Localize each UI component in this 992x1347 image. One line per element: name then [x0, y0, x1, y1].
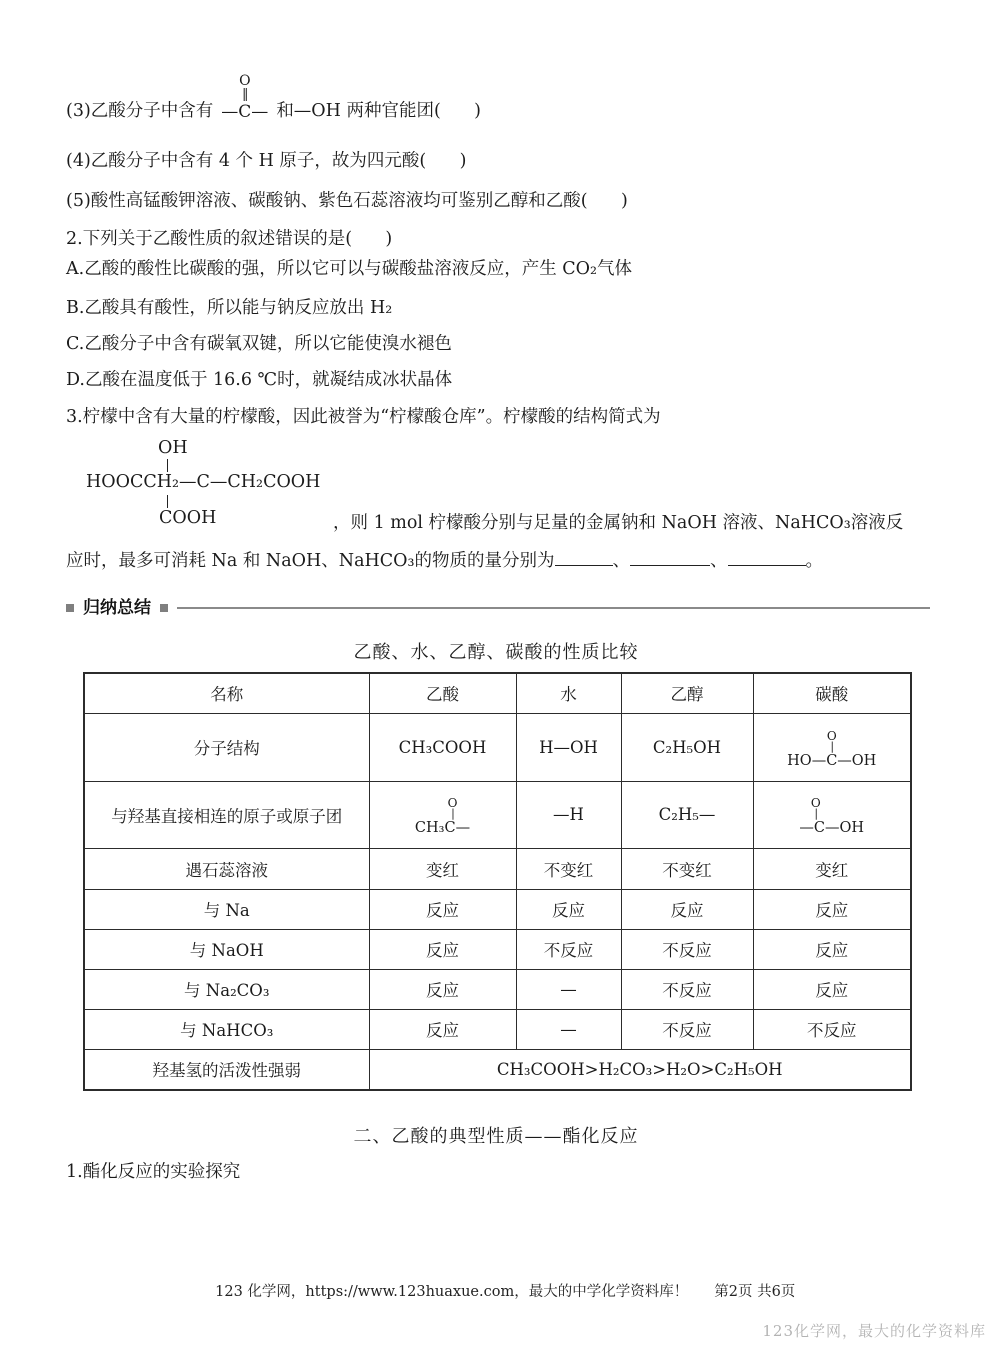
oxygen-atom-label: O — [239, 73, 251, 89]
structure-main: —C—OH — [799, 820, 865, 836]
comparison-table — [83, 672, 912, 1091]
answer-blank-3 — [728, 551, 806, 566]
option-b: B.乙酸具有酸性，所以能与钠反应放出 H₂ — [66, 298, 393, 318]
section-marker-square — [66, 604, 74, 612]
footer-url-link[interactable]: https://www.123huaxue.com — [305, 1284, 515, 1300]
option-a: A.乙酸的酸性比碳酸的强，所以它可以与碳酸盐溶液反应，产生 CO₂气体 — [66, 259, 633, 279]
table-cell: 不反应 — [621, 969, 753, 1009]
option-c: C.乙酸分子中含有碳氧双键，所以它能使溴水褪色 — [66, 334, 452, 354]
row-label: 与羟基直接相连的原子或原子团 — [84, 781, 369, 848]
table-cell: 反应 — [369, 929, 516, 969]
bond-symbol: | — [830, 739, 834, 753]
oxygen-atom-label: O — [447, 796, 458, 810]
bond-symbol: | — [451, 807, 454, 820]
question-4-line: (4)乙酸分子中含有 4 个 H 原子，故为四元酸( ) — [66, 151, 467, 171]
header-carbonic: 碳酸 — [753, 673, 911, 713]
bond-symbol: | — [814, 807, 818, 820]
table-cell: 反应 — [369, 889, 516, 929]
table-cell: C₂H₅OH — [621, 713, 753, 781]
table-cell — [369, 781, 516, 848]
section-marker-square — [160, 604, 168, 612]
table-cell: 变红 — [753, 848, 911, 889]
table-cell: —H — [516, 781, 621, 848]
table-cell: 反应 — [621, 889, 753, 929]
table-cell — [753, 781, 911, 848]
row-label: 羟基氢的活泼性强弱 — [84, 1049, 369, 1090]
carboxyl-fragment-structure — [799, 797, 864, 837]
table-cell: 反应 — [753, 889, 911, 929]
row-label: 遇石蕊溶液 — [84, 848, 369, 889]
row-label: 分子结构 — [84, 713, 369, 781]
summary-section-header — [66, 598, 930, 618]
table-row-molecular — [84, 713, 911, 781]
section-2-title: 二、乙酸的典型性质——酯化反应 — [353, 1126, 639, 1147]
table-cell: 反应 — [369, 969, 516, 1009]
table-cell: 不变红 — [621, 848, 753, 889]
option-d: D.乙酸在温度低于 16.6 ℃时，就凝结成冰状晶体 — [66, 370, 453, 390]
question-3-line — [66, 74, 481, 123]
single-bond-line — [167, 495, 168, 508]
section-2-sub1: 1.酯化反应的实验探究 — [66, 1162, 241, 1182]
table-row-nahco3 — [84, 1009, 911, 1049]
table-title: 乙酸、水、乙醇、碳酸的性质比较 — [353, 642, 639, 663]
structure-main: CH₃C— — [414, 820, 471, 836]
carbon-bond-line: —C— — [221, 102, 269, 122]
question-3-prefix: (3)乙酸分子中含有 — [66, 101, 214, 121]
table-row-na — [84, 889, 911, 929]
table-row-na2co3 — [84, 969, 911, 1009]
table-cell: — — [516, 969, 621, 1009]
table-cell: H—OH — [516, 713, 621, 781]
header-acetic: 乙酸 — [369, 673, 516, 713]
hydroxyl-label: OH — [158, 438, 188, 458]
question-3-blanks-line — [66, 549, 823, 573]
table-cell: 反应 — [516, 889, 621, 929]
row-label: 与 NaHCO₃ — [84, 1009, 369, 1049]
separator: 、 — [612, 551, 631, 571]
table-cell: 不反应 — [621, 1009, 753, 1049]
header-name: 名称 — [84, 673, 369, 713]
table-cell: — — [516, 1009, 621, 1049]
table-cell: C₂H₅— — [621, 781, 753, 848]
table-cell: 不变红 — [516, 848, 621, 889]
row-label: 与 Na — [84, 889, 369, 929]
table-cell: 不反应 — [621, 929, 753, 969]
structure-main: HO—C—OH — [787, 752, 877, 769]
question-3-citric-stem: 3.柠檬中含有大量的柠檬酸，因此被誉为“柠檬酸仓库”。柠檬酸的结构简式为 — [66, 407, 661, 427]
header-ethanol: 乙醇 — [621, 673, 753, 713]
page-number: 第2页 共6页 — [714, 1284, 796, 1300]
footer-tagline: ，最大的中学化学资料库！ — [514, 1284, 689, 1300]
header-water: 水 — [516, 673, 621, 713]
acetyl-group-structure — [415, 797, 470, 837]
answer-blank-2 — [630, 551, 710, 566]
question-3-suffix: 和—OH 两种官能团( ) — [276, 101, 482, 121]
double-bond-symbol: ‖ — [242, 87, 248, 102]
row-label: 与 Na₂CO₃ — [84, 969, 369, 1009]
table-cell — [753, 713, 911, 781]
table-row-litmus — [84, 848, 911, 889]
table-cell: 反应 — [369, 1009, 516, 1049]
table-row-hydroxyl-attached — [84, 781, 911, 848]
table-row-activity — [84, 1049, 911, 1090]
table-cell: 变红 — [369, 848, 516, 889]
separator: 、 — [710, 551, 728, 571]
summary-section-title: 归纳总结 — [83, 598, 151, 618]
question-2-stem: 2.下列关于乙酸性质的叙述错误的是( ) — [66, 229, 393, 249]
carbonyl-group-structure — [221, 74, 268, 123]
section-rule-line — [177, 607, 930, 609]
table-header-row — [84, 673, 911, 713]
question-5-line: (5)酸性高锰酸钾溶液、碳酸钠、紫色石蕊溶液均可鉴别乙醇和乙酸( ) — [66, 191, 628, 211]
table-cell: 不反应 — [753, 1009, 911, 1049]
citric-main-chain: HOOCCH₂—C—CH₂COOH — [86, 472, 321, 492]
page-footer — [0, 1264, 992, 1317]
table-cell: 反应 — [753, 969, 911, 1009]
oxygen-atom-label: O — [826, 728, 837, 743]
table-cell: 反应 — [753, 929, 911, 969]
table-cell: CH₃COOH — [369, 713, 516, 781]
carboxyl-label: COOH — [159, 508, 217, 528]
question-3-continuation: ，则 1 mol 柠檬酸分别与足量的金属钠和 NaOH 溶液、NaHCO₃溶液反 — [333, 513, 904, 533]
table-row-naoh — [84, 929, 911, 969]
period: 。 — [805, 551, 824, 571]
watermark-text: 123化学网，最大的化学资料库 — [762, 1322, 986, 1340]
answer-blank-1 — [555, 551, 613, 566]
single-bond-line — [167, 459, 168, 472]
oxygen-atom-label: O — [810, 796, 821, 810]
row-label: 与 NaOH — [84, 929, 369, 969]
activity-order-cell: CH₃COOH>H₂CO₃>H₂O>C₂H₅OH — [369, 1049, 911, 1090]
blanks-prefix: 应时，最多可消耗 Na 和 NaOH、NaHCO₃的物质的量分别为 — [66, 551, 555, 571]
carbonic-acid-structure — [787, 730, 876, 770]
table-cell: 不反应 — [516, 929, 621, 969]
footer-site-name: 123 化学网， — [215, 1284, 306, 1300]
